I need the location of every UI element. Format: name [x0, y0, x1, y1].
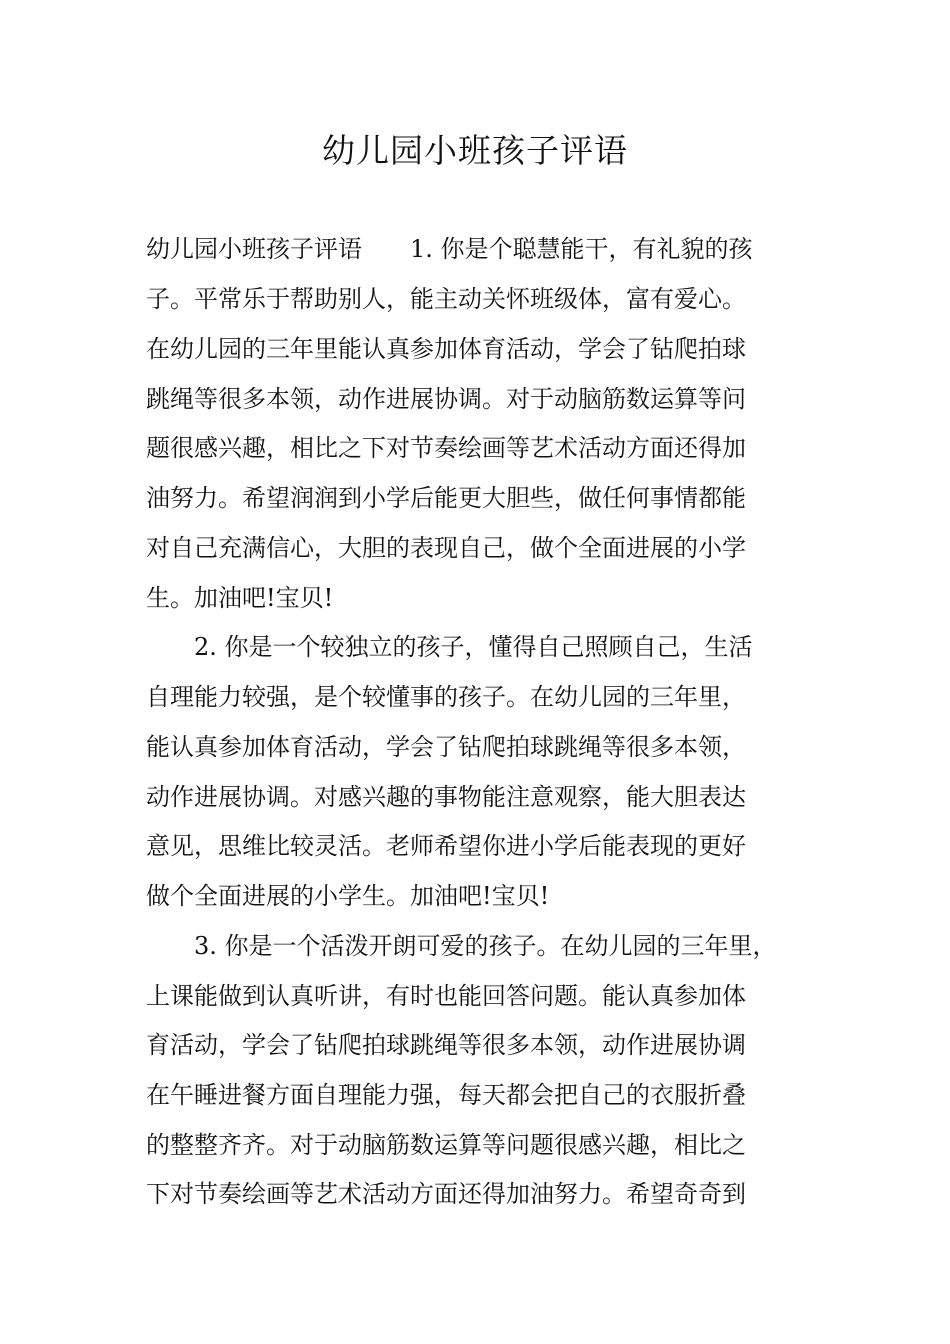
body-line: 能认真参加体育活动，学会了钻爬拍球跳绳等很多本领， — [146, 733, 746, 761]
body-line: 下对节奏绘画等艺术活动方面还得加油努力。希望奇奇到 — [146, 1180, 746, 1208]
body-line: 幼儿园小班孩子评语 1. 你是个聪慧能干，有礼貌的孩 — [146, 235, 753, 263]
body-line: 上课能做到认真听讲，有时也能回答问题。能认真参加体 — [146, 982, 746, 1010]
body-line: 3. 你是一个活泼开朗可爱的孩子。在幼儿园的三年里， — [146, 932, 777, 960]
body-line: 对自己充满信心，大胆的表现自己，做个全面进展的小学 — [146, 534, 746, 562]
body-line: 动作进展协调。对感兴趣的事物能注意观察，能大胆表达 — [146, 783, 746, 811]
body-line: 跳绳等很多本领，动作进展协调。对于动脑筋数运算等问 — [146, 385, 746, 413]
body-line: 子。平常乐于帮助别人，能主动关怀班级体，富有爱心。 — [146, 285, 746, 313]
body-line: 做个全面进展的小学生。加油吧!宝贝! — [146, 882, 550, 910]
body-line: 油努力。希望润润到小学后能更大胆些，做任何事情都能 — [146, 484, 746, 512]
body-line: 2. 你是一个较独立的孩子，懂得自己照顾自己，生活 — [146, 633, 753, 661]
body-line: 在午睡进餐方面自理能力强，每天都会把自己的衣服折叠 — [146, 1081, 746, 1109]
body-line: 在幼儿园的三年里能认真参加体育活动，学会了钻爬拍球 — [146, 335, 746, 363]
document-title: 幼儿园小班孩子评语 — [322, 131, 628, 170]
body-line: 育活动，学会了钻爬拍球跳绳等很多本领，动作进展协调 — [146, 1031, 746, 1059]
body-line: 题很感兴趣，相比之下对节奏绘画等艺术活动方面还得加 — [146, 434, 746, 462]
body-line: 的整整齐齐。对于动脑筋数运算等问题很感兴趣，相比之 — [146, 1131, 746, 1159]
body-line: 自理能力较强，是个较懂事的孩子。在幼儿园的三年里， — [146, 683, 746, 711]
body-line: 意见，思维比较灵活。老师希望你进小学后能表现的更好 — [146, 832, 746, 860]
body-line: 生。加油吧!宝贝! — [146, 584, 334, 612]
